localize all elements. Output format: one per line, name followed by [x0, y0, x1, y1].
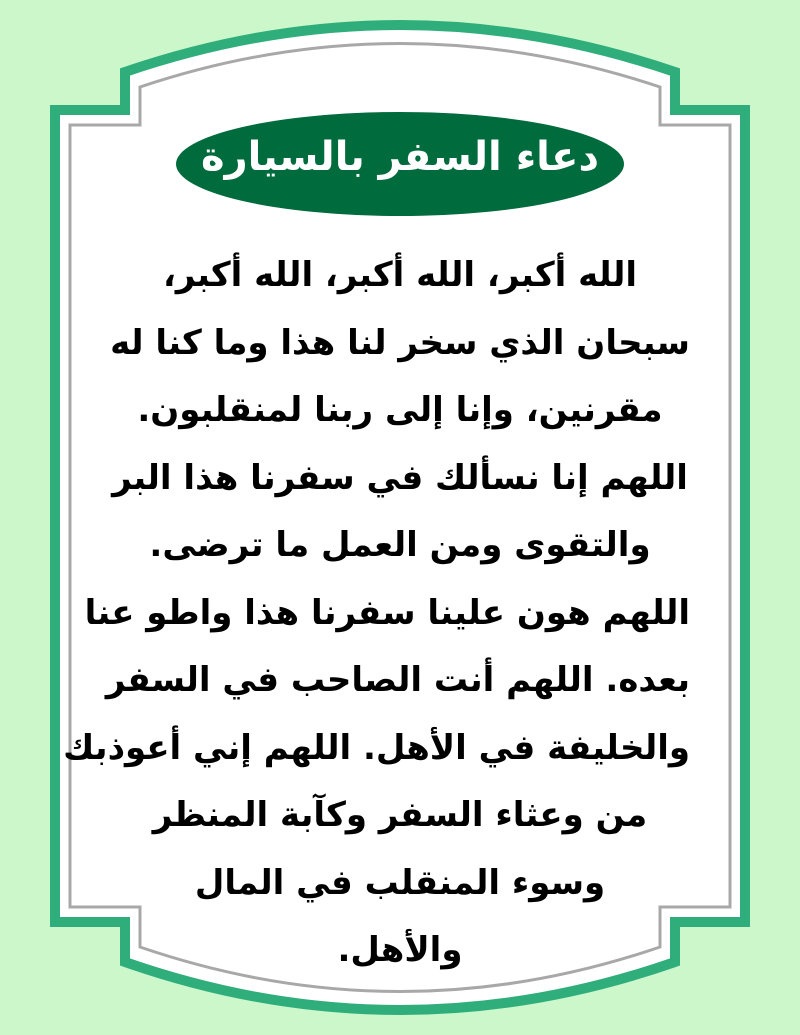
prayer-line: مقرنين، وإنا إلى ربنا لمنقلبون. [137, 390, 663, 430]
prayer-line: اللهم إنا نسألك في سفرنا هذا البر [112, 457, 688, 498]
prayer-line: سبحان الذي سخر لنا هذا وما كنا له [110, 322, 690, 363]
prayer-line: من وعثاء السفر وكآبة المنظر [152, 795, 648, 835]
prayer-line: الله أكبر، الله أكبر، الله أكبر، [162, 255, 638, 295]
title-banner [176, 112, 624, 216]
prayer-line: والأهل. [337, 930, 463, 970]
page-title: دعاء السفر بالسيارة [200, 134, 600, 180]
prayer-line: اللهم هون علينا سفرنا هذا واطو عنا [84, 592, 690, 633]
prayer-text [63, 242, 690, 985]
prayer-line: وسوء المنقلب في المال [194, 862, 606, 903]
prayer-line: بعده. اللهم أنت الصاحب في السفر [105, 660, 690, 700]
prayer-line: والخليفة في الأهل. اللهم إني أعوذبك [63, 727, 690, 768]
prayer-line: والتقوى ومن العمل ما ترضى. [149, 525, 651, 565]
